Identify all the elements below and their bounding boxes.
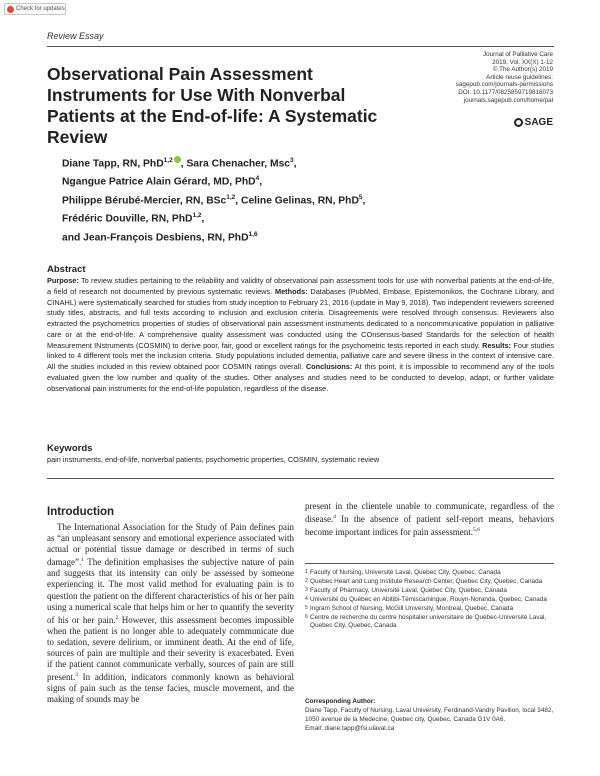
author-3-affil: 4 xyxy=(255,175,260,183)
reference-2[interactable]: 2 xyxy=(115,614,119,621)
abstract-section xyxy=(47,264,554,394)
sage-logo-icon xyxy=(514,118,523,127)
author-2[interactable]: Sara Chenacher, Msc xyxy=(186,158,291,170)
results-text: Four studies linked to 4 different tools met the inclusion criteria. Study populations included dementia, palliative care and severe illness in the context of intensive care. All the studies included in this review obtained poor COSMIN ratings overall. xyxy=(47,340,555,371)
journal-name: Journal of Palliative Care xyxy=(482,51,553,58)
author-1-affil: 1,2 xyxy=(163,157,173,164)
conclusions-text: At this point, it is impossible to recommend any of the tools evaluated given the low number and quality of the studies. Other analyses and studies need to be conducted to develop, adapt, or further validate observational pain instruments for the end-of-life population, regardless of the disease. xyxy=(47,362,554,393)
check-updates-icon xyxy=(7,6,14,13)
abstract-heading: Abstract xyxy=(47,264,86,275)
introduction-column-1 xyxy=(47,522,294,706)
orcid-icon[interactable] xyxy=(174,156,181,163)
author-1[interactable]: Diane Tapp, RN, PhD xyxy=(62,158,164,170)
purpose-label: Purpose: xyxy=(47,276,79,285)
publisher-name: SAGE xyxy=(524,117,553,128)
article-type-label: Review Essay xyxy=(47,31,104,41)
journal-home-link[interactable]: journals.sagepub.com/home/pal xyxy=(463,96,553,104)
affiliation-item: 3 Faculty of Pharmacy, Université Laval, Quebec City, Quebec, Canada xyxy=(305,586,507,594)
keywords-heading: Keywords xyxy=(47,443,93,454)
reference-4[interactable]: 4 xyxy=(333,514,336,521)
corresponding-author xyxy=(305,698,554,734)
author-2-affil: 3 xyxy=(290,157,294,164)
keywords-section xyxy=(47,443,554,466)
affiliation-item: 1 Faculty of Nursing, Université Laval, Quebec City, Quebec, Canada xyxy=(305,569,501,576)
copyright: © The Author(s) 2019 xyxy=(492,66,553,74)
intro-cont-text-b: In the absence of patient self-report means, behaviors become important indices for pain assessment. xyxy=(305,514,554,538)
article-title: Observational Pain Assessment Instruments for Use With Nonverbal Patients at the End-of-life: A Systematic Review xyxy=(47,64,378,147)
methods-text: Databases (PubMed, Embase, Epistemonikos, the Cochrane Library, and CINAHL) were systematically searched for studies from study inception to February 21, 2016 (update in May 9, 2018). Two independent reviewers screened study titles, abstracts, and full texts according to inclusion and exclusion criteria. Disagreements were resolved through consensus. Reviewers also extracted the psychometrics properties of studies of observational pain assessment instruments dedicated to a noncommunicative population in palliative care or at the end-of-life. A comprehensive quality assessment was conducted using the COnsensus-based Standards for the selection of health Measurement INstruments (COSMIN) to derive poor, fair, good or excellent ratings for the psychometric tests reported in each study. xyxy=(47,286,554,350)
author-5-affil: 5 xyxy=(358,193,363,201)
intro-text-b: The definition emphasises the subjective nature of pain and suggests that its intensity can only be assessed by someone experiencing it. The most valid method for evaluating pain is to question the patient on the different characteristics of his or her pain using a numerical scale that helps him or her to quantify the severity of his or her pain. xyxy=(47,557,294,625)
author-list: Diane Tapp, RN, PhD$^{1,2}$ , Sara Chenacher, Msc$^3$, Ngangue Patrice Alain Gérard, MD, PhD$^4$, Philippe Bérubé-Mercier, RN, BSc$^{1,2}$, Celine Gelinas, RN, PhD$^5$, Frédéric Douville, RN, PhD$^{1,2}$, and Jean-François Desbiens, RN, PhD$^{1,6}$ xyxy=(62,157,366,244)
intro-text-c: However, this assessment becomes impossible when the patient is no longer able to adequately communicate due to sedation, severe delirium, or imminent death. At the end of life, sources of pain are multiple and their severity is exacerbated. Even if the patient cannot communicate verbally, sources of pain are still present. xyxy=(47,614,294,683)
purpose-text: To review studies pertaining to the reliability and validity of observational pain assessment tools for use with nonverbal patients at the end-of-life, a field of research not documented by previous systematic reviews. xyxy=(47,276,554,296)
intro-text-d: In addition, indicators commonly known as behavioral signs of pain such as the tense facies, muscle movement, and the making of sounds may be xyxy=(47,672,294,705)
introduction-heading: Introduction xyxy=(47,506,115,518)
abstract-body xyxy=(47,276,554,394)
intro-cont-text-a: present in the clientele unable to communicate, regardless of the disease. xyxy=(305,501,554,525)
affiliation-item: 6 Centre de recherche du centre hospitalier universitaire de Québec-Université Laval, Quebec City, Quebec, Canada xyxy=(305,613,547,630)
footnote-divider xyxy=(305,563,554,564)
affiliation-item: 5 Ingram School of Nursing, McGill University, Montreal, Quebec, Canada xyxy=(305,604,514,612)
keywords-text: pain instruments, end-of-life, nonverbal patients, psychometric properties, COSMIN, systematic review xyxy=(47,455,380,464)
author-7-affil: 1,6 xyxy=(248,230,258,238)
author-4[interactable]: Philippe Bérubé-Mercier, RN, BSc xyxy=(62,195,227,207)
results-label: Results: xyxy=(482,340,512,350)
check-updates-label: Check for updates xyxy=(16,6,65,12)
corresponding-email[interactable]: Email: diane.tapp@fsi.ulaval.ca xyxy=(305,724,395,732)
conclusions-label: Conclusions: xyxy=(305,362,353,371)
reference-1[interactable]: 1 xyxy=(81,557,84,564)
author-5[interactable]: Celine Gelinas, RN, PhD xyxy=(241,195,359,207)
methods-label: Methods: xyxy=(274,286,308,296)
author-4-affil: 1,2 xyxy=(226,193,236,201)
affiliation-item: 4 Université du Québec en Abitibi-Témiscamingue, Rouyn-Noranda, Quebec, Canada xyxy=(305,595,547,603)
affiliations-list xyxy=(305,569,554,631)
author-7[interactable]: and Jean-François Desbiens, RN, PhD xyxy=(62,232,249,244)
intro-text-a: The International Association for the Study of Pain defines pain as “an unpleasant sensory and emotional experience associated with actual or potential tissue damage or described in terms of such damage”. xyxy=(47,522,294,568)
permissions-link[interactable]: sagepub.com/journals-permissions xyxy=(455,81,553,89)
reference-3[interactable]: 3 xyxy=(75,672,78,679)
reuse-guidelines: Article reuse guidelines: xyxy=(486,73,553,81)
introduction-paragraph xyxy=(47,522,294,706)
journal-volume: 2019, Vol. XX(X) 1-12 xyxy=(492,58,553,66)
header-divider xyxy=(47,46,554,47)
reference-5-6[interactable]: 5,6 xyxy=(472,527,480,534)
journal-info xyxy=(403,51,553,104)
keywords-divider xyxy=(47,478,554,479)
check-for-updates-badge[interactable] xyxy=(4,3,66,15)
doi[interactable]: DOI: 10.1177/0825859719816073 xyxy=(458,88,553,96)
introduction-column-2 xyxy=(305,501,554,538)
corresponding-heading: Corresponding Author: xyxy=(305,698,376,705)
author-3[interactable]: Ngangue Patrice Alain Gérard, MD, PhD xyxy=(62,176,256,188)
introduction-continuation xyxy=(305,501,554,538)
corresponding-address: Diane Tapp, Faculty of Nursing, Laval University, Ferdinand-Vandry Pavilion, local 3482, 1050 avenue de la Medecine, Quebec city, Quebec, Canada G1V 0A6. xyxy=(305,706,554,723)
author-6[interactable]: Frédéric Douville, RN, PhD xyxy=(62,213,193,225)
publisher-logo xyxy=(514,117,553,128)
affiliation-item: 2 Quebec Heart and Lung Institute Research Center, Quebec City, Quebec, Canada xyxy=(305,577,543,585)
author-6-affil: 1,2 xyxy=(192,212,202,220)
